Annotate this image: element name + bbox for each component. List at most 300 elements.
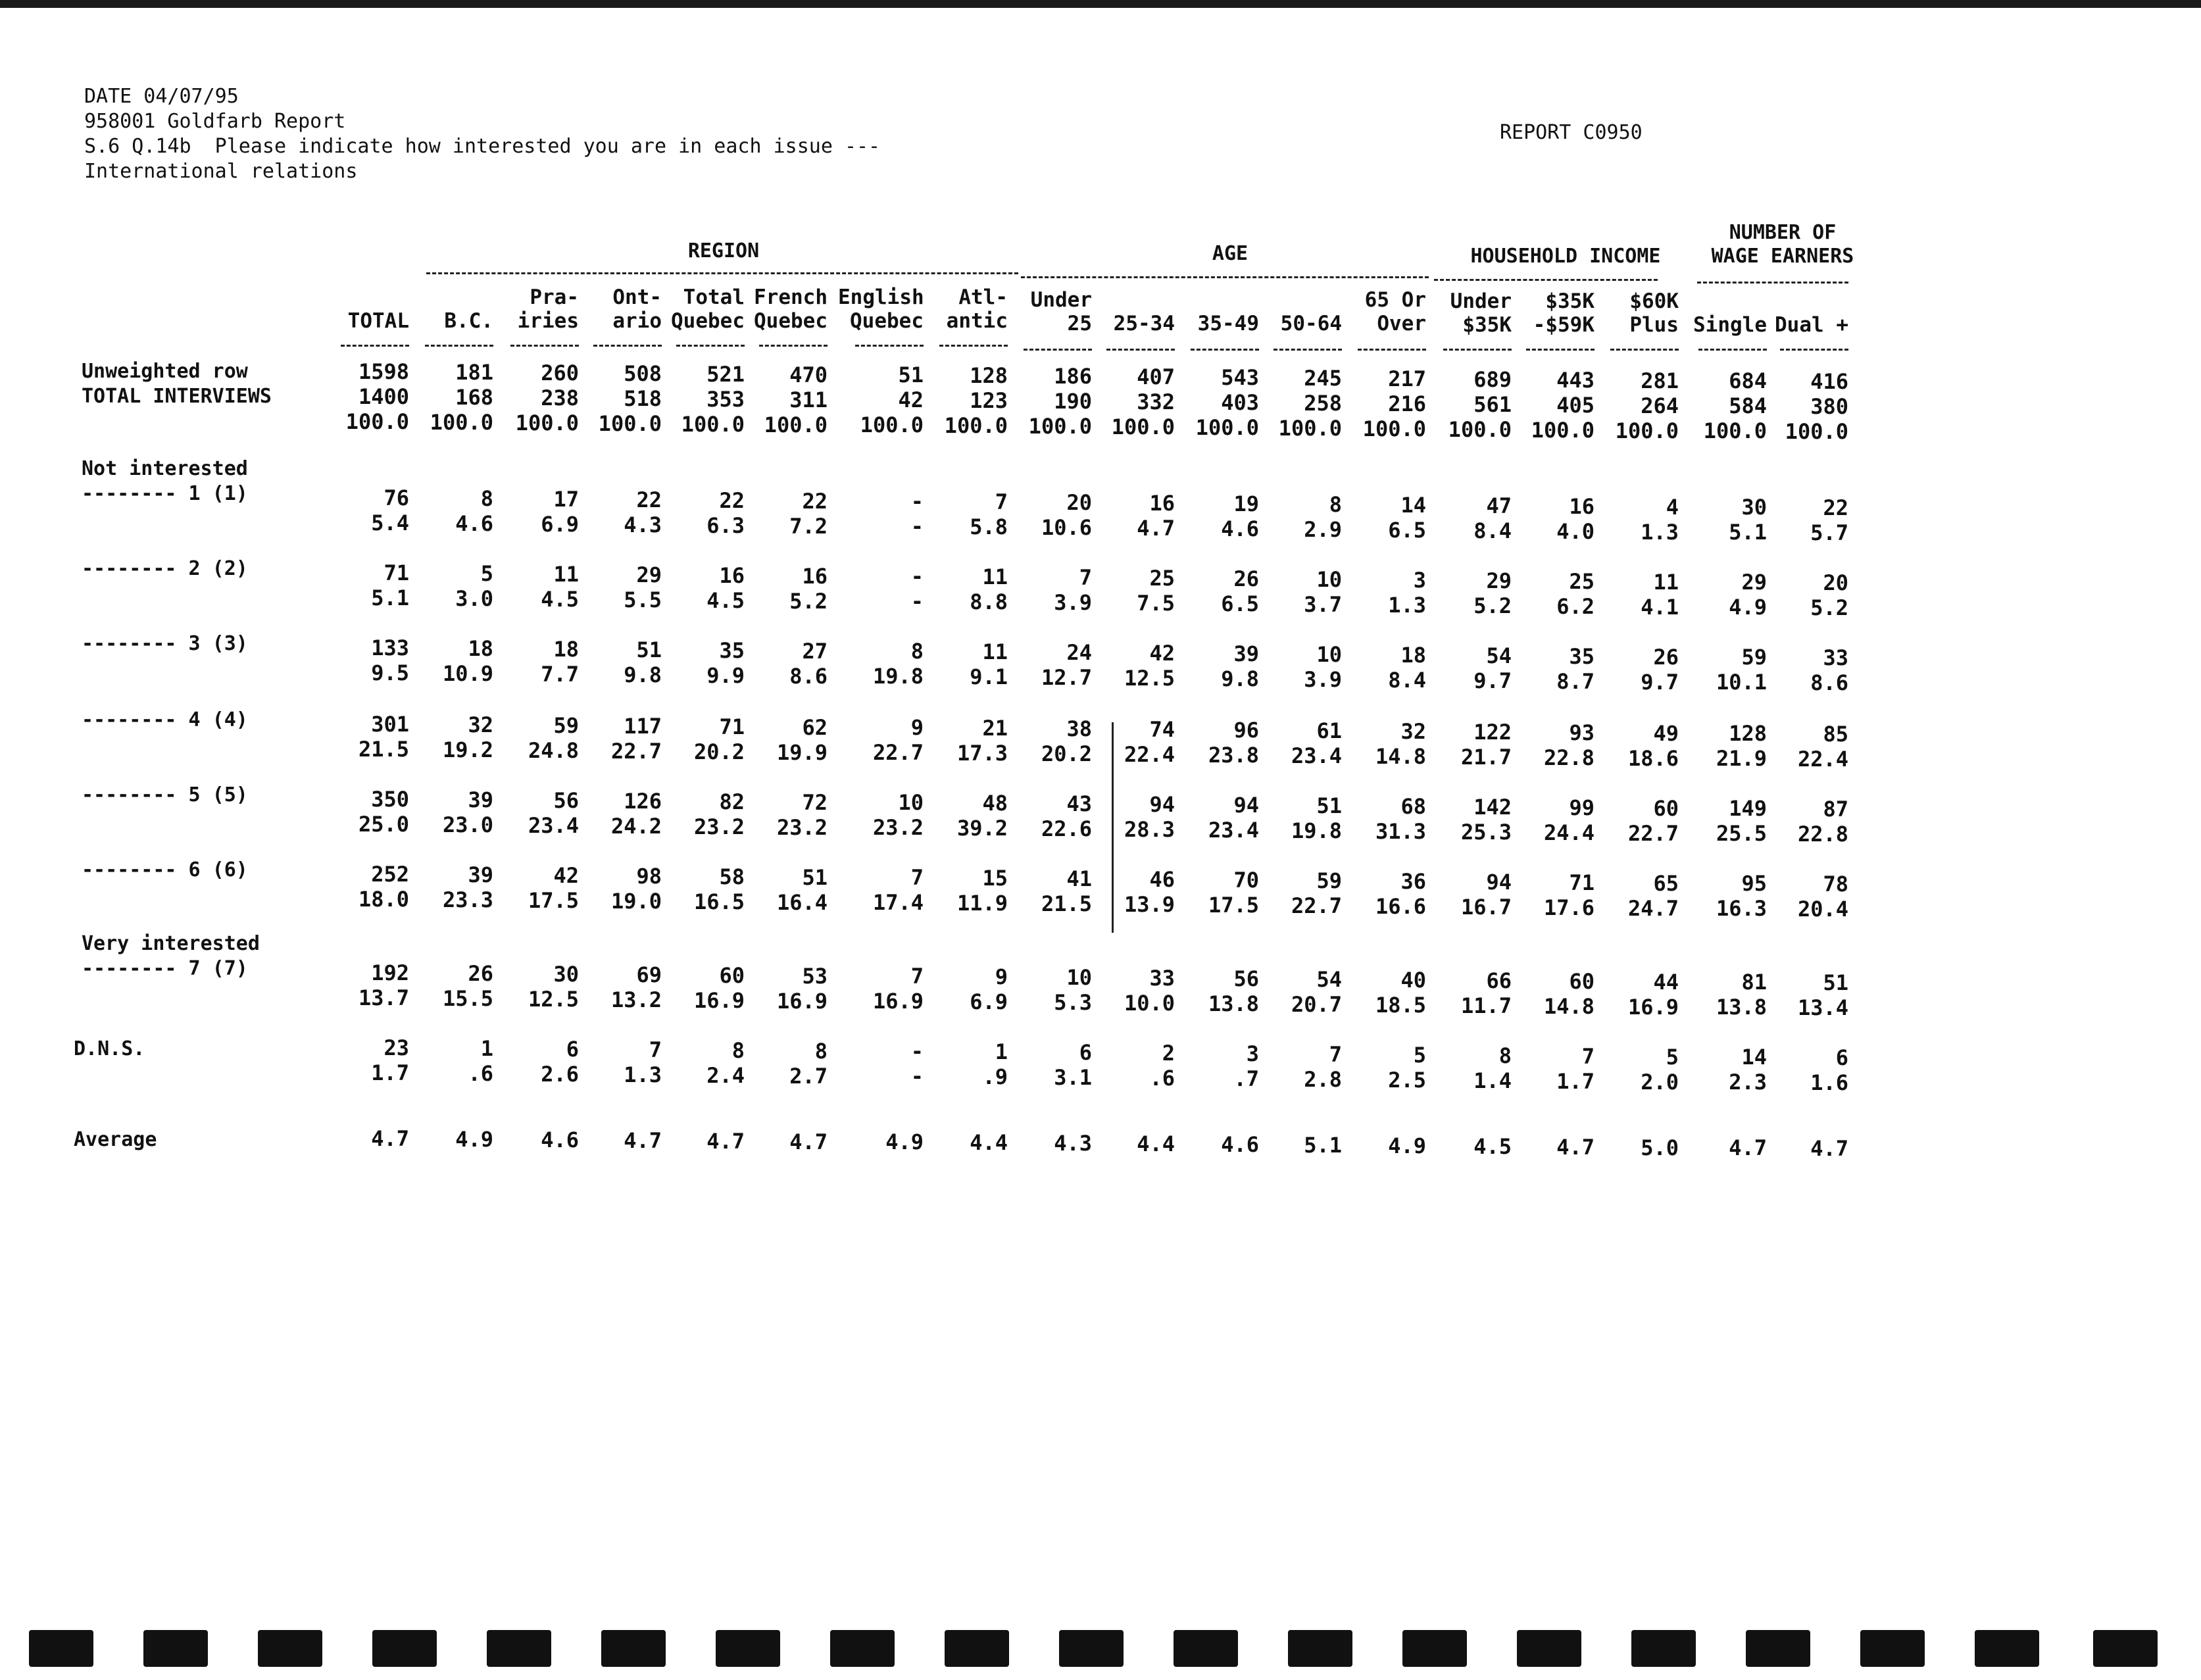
table-cell: 23.3 — [442, 887, 493, 912]
table-cell: 93 — [1569, 720, 1595, 745]
table-cell: 19.8 — [872, 664, 924, 689]
table-cell: 407 — [1137, 364, 1175, 389]
table-cell: 12.5 — [528, 987, 579, 1012]
column-header-line2: iries — [517, 309, 579, 333]
table-cell: 8.7 — [1556, 669, 1595, 694]
column-header-line2: $35K — [1462, 313, 1512, 337]
column-header — [742, 285, 828, 333]
row-label: Very interested — [82, 932, 260, 955]
table-cell: 74 — [1149, 717, 1175, 742]
table-cell: 68 — [1400, 794, 1426, 819]
table-cell: 5.8 — [970, 514, 1008, 539]
column-underline — [1191, 349, 1259, 351]
table-cell: 4.1 — [1641, 595, 1679, 620]
table-cell: 22.6 — [1041, 816, 1092, 841]
table-cell: 4.5 — [1473, 1134, 1512, 1159]
table-cell: 59 — [1316, 868, 1342, 893]
table-cell: 100.0 — [764, 412, 828, 437]
table-cell: 32 — [468, 712, 493, 737]
table-cell: 51 — [1823, 970, 1848, 995]
table-cell: 23.4 — [1208, 818, 1259, 843]
age-rule — [1021, 276, 1429, 278]
table-cell: 72 — [802, 790, 828, 815]
table-cell: 81 — [1741, 970, 1767, 995]
table-cell: 56 — [1233, 966, 1259, 991]
column-header-line2: Over — [1377, 312, 1426, 335]
table-cell: 122 — [1473, 720, 1512, 745]
table-cell: 20 — [1066, 490, 1092, 515]
group-label: AGE — [1212, 242, 1249, 265]
table-cell: 5.2 — [1473, 593, 1512, 618]
table-cell: 4.9 — [1388, 1133, 1426, 1158]
table-cell: 95 — [1741, 871, 1767, 896]
table-cell: 13.8 — [1208, 991, 1259, 1016]
table-cell: 22.8 — [1797, 822, 1848, 847]
table-cell: 19 — [1233, 491, 1259, 516]
table-cell: 128 — [970, 363, 1008, 388]
table-cell: 22.7 — [610, 739, 662, 764]
table-cell: 60 — [719, 963, 745, 988]
question-topic: International relations — [84, 160, 358, 183]
column-header — [1341, 288, 1426, 335]
table-cell: 65 — [1653, 871, 1679, 896]
table-cell: 22.4 — [1124, 742, 1175, 767]
table-cell: 100.0 — [944, 413, 1008, 438]
table-cell: 7 — [1581, 1044, 1595, 1069]
table-cell: 311 — [789, 387, 828, 412]
table-cell: 22 — [1823, 495, 1848, 520]
table-cell: 100.0 — [1531, 418, 1595, 443]
table-cell: 216 — [1388, 391, 1426, 416]
table-cell: 2.7 — [789, 1064, 828, 1089]
column-header — [1681, 289, 1767, 337]
sprocket-hole — [830, 1630, 895, 1667]
table-cell: 6.9 — [541, 512, 579, 537]
table-cell: 6.5 — [1388, 518, 1426, 543]
table-cell: 39.2 — [956, 816, 1008, 841]
table-cell: 3 — [1413, 568, 1426, 593]
column-underline — [425, 345, 493, 347]
table-cell: 13.2 — [610, 987, 662, 1012]
table-cell: 51 — [898, 362, 924, 387]
table-cell: 17.6 — [1543, 895, 1595, 920]
table-cell: 350 — [371, 787, 409, 812]
table-cell: 18 — [553, 637, 579, 662]
column-header-line1: Under — [1450, 289, 1512, 313]
table-cell: 4.7 — [706, 1129, 745, 1154]
column-header-line2: Single — [1693, 313, 1767, 337]
table-cell: 181 — [455, 360, 493, 385]
table-cell: 42 — [898, 387, 924, 412]
table-cell: 4.7 — [1810, 1136, 1848, 1161]
sprocket-hole — [1174, 1630, 1238, 1667]
table-cell: 22.7 — [872, 740, 924, 765]
sprocket-hole — [372, 1630, 437, 1667]
sprocket-hole — [258, 1630, 322, 1667]
column-underline — [1780, 349, 1848, 351]
sprocket-hole — [1975, 1630, 2039, 1667]
table-cell: 4.5 — [541, 587, 579, 612]
table-cell: 78 — [1823, 872, 1848, 897]
table-cell: 521 — [706, 362, 745, 387]
table-cell: 403 — [1221, 390, 1259, 415]
column-header-line2: Plus — [1629, 313, 1679, 337]
table-cell: 7 — [995, 489, 1008, 514]
column-header-line1: Under — [1030, 288, 1092, 312]
table-cell: 98 — [636, 864, 662, 889]
row-sublabel: -------- 6 (6) — [82, 858, 248, 881]
table-cell: 24.7 — [1627, 896, 1679, 921]
table-cell: 4.3 — [1054, 1131, 1092, 1156]
table-cell: 21.9 — [1716, 746, 1767, 771]
table-cell: 19.0 — [610, 889, 662, 914]
table-cell: 7 — [910, 865, 924, 890]
column-header — [838, 285, 924, 333]
table-cell: 11 — [1653, 570, 1679, 595]
table-cell: 24 — [1066, 640, 1092, 665]
table-cell: 16 — [1569, 494, 1595, 519]
table-cell: 94 — [1233, 793, 1259, 818]
table-cell: 14.8 — [1543, 994, 1595, 1019]
table-cell: 2.3 — [1729, 1070, 1767, 1095]
income-rule — [1434, 279, 1658, 281]
table-cell: 39 — [468, 862, 493, 887]
table-cell: 25.0 — [358, 812, 409, 837]
column-underline — [676, 345, 745, 347]
table-cell: 5.7 — [1810, 520, 1848, 545]
table-cell: 15 — [982, 866, 1008, 891]
table-cell: 23.2 — [776, 815, 828, 840]
table-cell: 22.4 — [1797, 747, 1848, 772]
table-cell: 100.0 — [598, 411, 662, 436]
column-header-line2: Quebec — [850, 309, 924, 333]
table-cell: 5.1 — [371, 585, 409, 610]
table-cell: 508 — [624, 361, 662, 386]
table-cell: 9.7 — [1641, 670, 1679, 695]
table-cell: 2.6 — [541, 1062, 579, 1087]
table-cell: 16 — [1149, 491, 1175, 516]
column-header-line2: 35-49 — [1197, 312, 1259, 335]
table-cell: 9.9 — [706, 663, 745, 688]
table-cell: - — [910, 514, 924, 539]
table-cell: 54 — [1486, 643, 1512, 668]
table-cell: 4.7 — [1729, 1135, 1767, 1160]
table-cell: 4.7 — [1137, 516, 1175, 541]
table-cell: 41 — [1066, 866, 1092, 891]
table-cell: 99 — [1569, 795, 1595, 820]
column-underline — [341, 345, 409, 347]
table-cell: 245 — [1304, 366, 1342, 391]
table-cell: 25.3 — [1460, 820, 1512, 845]
table-cell: 9 — [995, 964, 1008, 989]
table-cell: 5.2 — [1810, 595, 1848, 620]
table-cell: 4.9 — [885, 1129, 924, 1154]
table-cell: 56 — [553, 788, 579, 813]
table-cell: 66 — [1486, 968, 1512, 993]
table-cell: 4.9 — [455, 1127, 493, 1152]
row-sublabel: -------- 1 (1) — [82, 482, 248, 505]
column-header-line2: TOTAL — [347, 309, 409, 333]
table-cell: 23.4 — [528, 813, 579, 838]
table-cell: 60 — [1569, 969, 1595, 994]
table-cell: 71 — [1569, 870, 1595, 895]
column-underline — [939, 345, 1008, 347]
report-date: DATE 04/07/95 — [84, 85, 239, 108]
table-cell: 4.4 — [970, 1130, 1008, 1155]
table-cell: 4.6 — [455, 511, 493, 536]
table-cell: 10.1 — [1716, 670, 1767, 695]
table-cell: 1400 — [358, 384, 409, 409]
column-header-line2: antic — [946, 309, 1008, 333]
row-sublabel: -------- 2 (2) — [82, 557, 248, 580]
row-sublabel: -------- 4 (4) — [82, 708, 248, 731]
column-underline — [759, 345, 828, 347]
table-cell: 17.5 — [528, 888, 579, 913]
table-cell: 168 — [455, 385, 493, 410]
sprocket-hole — [1631, 1630, 1696, 1667]
table-cell: 4.5 — [706, 588, 745, 613]
table-cell: 16.9 — [693, 988, 745, 1013]
table-cell: 123 — [970, 388, 1008, 413]
table-cell: 416 — [1810, 369, 1848, 394]
column-underline — [1024, 349, 1092, 351]
column-header-line1 — [1763, 289, 1848, 313]
table-cell: 149 — [1729, 796, 1767, 821]
table-cell: 36 — [1400, 869, 1426, 894]
table-cell: - — [910, 564, 924, 589]
table-cell: 16 — [719, 563, 745, 588]
table-cell: 4.6 — [541, 1127, 579, 1152]
table-cell: 87 — [1823, 797, 1848, 822]
table-cell: 21.7 — [1460, 745, 1512, 770]
table-cell: 405 — [1556, 393, 1595, 418]
table-cell: 4.7 — [1556, 1135, 1595, 1160]
group-heading-region — [579, 239, 868, 263]
row-label: Unweighted row — [82, 360, 248, 383]
table-cell: 100.0 — [1785, 419, 1848, 444]
table-cell: 39 — [1233, 641, 1259, 666]
table-cell: 21.5 — [358, 737, 409, 762]
table-cell: 21.5 — [1041, 891, 1092, 916]
table-cell: 20.2 — [1041, 741, 1092, 766]
table-cell: 301 — [371, 712, 409, 737]
row-label: Not interested — [82, 457, 248, 480]
table-cell: 281 — [1641, 368, 1679, 393]
column-header-line1 — [1089, 288, 1175, 312]
table-cell: 16.9 — [1627, 995, 1679, 1020]
table-cell: 16.6 — [1375, 894, 1426, 919]
table-cell: 4.3 — [624, 512, 662, 537]
row-sublabel: -------- 3 (3) — [82, 632, 248, 655]
table-cell: 1.4 — [1473, 1068, 1512, 1093]
table-cell: 8.4 — [1388, 668, 1426, 693]
table-cell: 1.6 — [1810, 1070, 1848, 1095]
table-cell: 33 — [1149, 966, 1175, 991]
table-cell: 16.5 — [693, 889, 745, 914]
column-header-line2: Quebec — [671, 309, 745, 333]
table-cell: 5 — [1666, 1045, 1679, 1070]
table-cell: 9.7 — [1473, 668, 1512, 693]
table-cell: - — [910, 489, 924, 514]
table-cell: 18.5 — [1375, 993, 1426, 1018]
table-cell: 4.7 — [624, 1128, 662, 1153]
table-cell: 543 — [1221, 365, 1259, 390]
table-cell: 3.0 — [455, 586, 493, 611]
table-cell: 23.4 — [1291, 743, 1342, 768]
pen-mark — [1112, 722, 1114, 933]
table-cell: 6 — [1079, 1040, 1092, 1065]
column-header-line1: 65 Or — [1364, 288, 1426, 312]
table-cell: 16.7 — [1460, 895, 1512, 920]
table-cell: 16.9 — [776, 989, 828, 1014]
table-cell: 59 — [553, 713, 579, 738]
table-cell: 23.8 — [1208, 743, 1259, 768]
table-cell: 11 — [982, 564, 1008, 589]
table-cell: 8.6 — [1810, 670, 1848, 695]
table-cell: 14 — [1400, 493, 1426, 518]
table-cell: 31.3 — [1375, 819, 1426, 844]
table-cell: 29 — [1486, 568, 1512, 593]
table-cell: 14.8 — [1375, 744, 1426, 769]
table-cell: 133 — [371, 635, 409, 660]
table-cell: 69 — [636, 962, 662, 987]
table-cell: 30 — [553, 962, 579, 987]
column-header — [659, 285, 745, 333]
column-header-line2: 25 — [1067, 312, 1092, 335]
table-cell: 258 — [1304, 391, 1342, 416]
table-cell: 7.5 — [1137, 591, 1175, 616]
table-cell: 128 — [1729, 721, 1767, 746]
column-underline — [1526, 349, 1595, 351]
column-header-line1 — [1681, 289, 1767, 313]
table-cell: 4 — [1666, 495, 1679, 520]
table-cell: 23.2 — [693, 814, 745, 839]
table-cell: 43 — [1066, 791, 1092, 816]
sprocket-hole — [1288, 1630, 1352, 1667]
table-cell: 48 — [982, 791, 1008, 816]
column-header — [1174, 288, 1259, 335]
table-cell: 25.5 — [1716, 821, 1767, 846]
table-cell: 94 — [1486, 870, 1512, 895]
table-cell: 24.2 — [610, 814, 662, 839]
table-cell: 5 — [480, 561, 493, 586]
table-cell: 18.0 — [358, 887, 409, 912]
table-cell: 2.4 — [706, 1063, 745, 1088]
table-cell: 1.3 — [1388, 593, 1426, 618]
group-heading-wage-earners — [1684, 221, 1881, 268]
table-cell: 22 — [802, 489, 828, 514]
table-cell: 252 — [371, 862, 409, 887]
table-cell: 3.9 — [1054, 590, 1092, 615]
table-cell: 689 — [1473, 367, 1512, 392]
table-cell: 126 — [624, 789, 662, 814]
table-cell: 8 — [480, 486, 493, 511]
column-underline — [855, 345, 924, 347]
group-label-2: WAGE EARNERS — [1711, 245, 1854, 268]
table-cell: 3.1 — [1054, 1065, 1092, 1090]
table-cell: 16.9 — [872, 989, 924, 1014]
table-cell: 7 — [1329, 1042, 1342, 1067]
column-header — [408, 285, 493, 333]
column-header — [1763, 289, 1848, 337]
table-cell: 22.8 — [1543, 745, 1595, 770]
table-cell: 1.7 — [1556, 1069, 1595, 1094]
table-cell: 51 — [802, 865, 828, 890]
table-cell: 443 — [1556, 368, 1595, 393]
table-cell: 20.2 — [693, 739, 745, 764]
table-cell: 100.0 — [1111, 414, 1175, 439]
region-rule — [426, 272, 1018, 274]
table-cell: 11.9 — [956, 891, 1008, 916]
table-cell: 9.5 — [371, 660, 409, 685]
table-cell: 2 — [1162, 1041, 1175, 1066]
row-sublabel: -------- 5 (5) — [82, 783, 248, 806]
column-underline — [1698, 349, 1767, 351]
table-cell: 17.3 — [956, 741, 1008, 766]
table-cell: 17 — [553, 487, 579, 512]
table-cell: 8 — [814, 1039, 828, 1064]
table-cell: 3.9 — [1304, 667, 1342, 692]
table-cell: 100.0 — [1195, 415, 1259, 440]
table-cell: 22 — [636, 487, 662, 512]
table-cell: 1.3 — [1641, 520, 1679, 545]
table-cell: 54 — [1316, 967, 1342, 992]
table-cell: 18 — [1400, 643, 1426, 668]
table-cell: 22 — [719, 488, 745, 513]
table-cell: 380 — [1810, 394, 1848, 419]
table-cell: 584 — [1729, 393, 1767, 418]
table-cell: 9 — [910, 715, 924, 740]
table-cell: 94 — [1149, 792, 1175, 817]
table-cell: 4.9 — [1729, 595, 1767, 620]
table-cell: 51 — [1316, 793, 1342, 818]
table-cell: 7 — [649, 1037, 662, 1062]
table-cell: 332 — [1137, 389, 1175, 414]
table-cell: 142 — [1473, 795, 1512, 820]
table-cell: 1.7 — [371, 1060, 409, 1085]
table-cell: 8.4 — [1473, 518, 1512, 543]
sprocket-hole — [945, 1630, 1009, 1667]
table-cell: 5.4 — [371, 510, 409, 535]
table-cell: 8.6 — [789, 664, 828, 689]
group-heading-income — [1434, 245, 1697, 268]
table-cell: 2.9 — [1304, 517, 1342, 542]
table-cell: 10.6 — [1041, 515, 1092, 540]
table-cell: 44 — [1653, 970, 1679, 995]
column-header-line1: Atl- — [958, 285, 1008, 309]
table-cell: 42 — [1149, 641, 1175, 666]
table-cell: 16.4 — [776, 890, 828, 915]
table-cell: 5.5 — [624, 587, 662, 612]
sprocket-hole — [716, 1630, 780, 1667]
table-cell: 561 — [1473, 392, 1512, 417]
table-cell: 5.3 — [1054, 990, 1092, 1015]
table-cell: 10 — [898, 790, 924, 815]
column-header-line1: French — [754, 285, 828, 309]
table-cell: 27 — [802, 639, 828, 664]
table-cell: 4.0 — [1556, 519, 1595, 544]
column-header-line2: Dual + — [1775, 313, 1848, 337]
table-cell: 353 — [706, 387, 745, 412]
table-cell: 71 — [719, 714, 745, 739]
table-cell: 47 — [1486, 493, 1512, 518]
table-cell: 53 — [802, 964, 828, 989]
table-cell: 11.7 — [1460, 993, 1512, 1018]
table-cell: 62 — [802, 715, 828, 740]
table-cell: 238 — [541, 385, 579, 410]
scan-edge — [0, 0, 2201, 8]
table-cell: 5.1 — [1304, 1133, 1342, 1158]
